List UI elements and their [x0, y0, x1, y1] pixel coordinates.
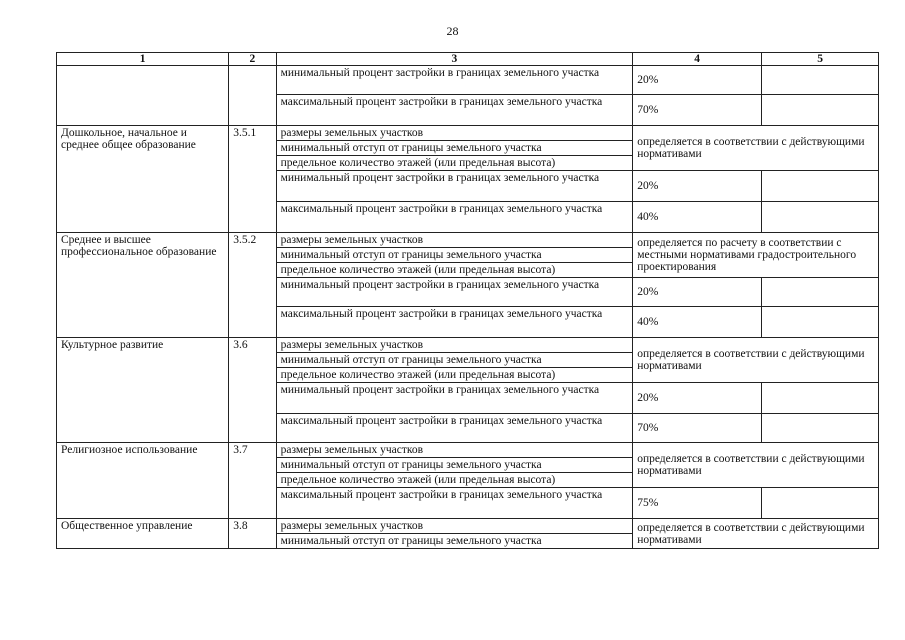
- parameter-name: максимальный процент застройки в границах земельного участка: [276, 414, 633, 443]
- land-use-code: 3.5.2: [229, 233, 276, 338]
- parameter-value: 75%: [633, 488, 762, 519]
- parameter-name: максимальный процент застройки в границах земельного участка: [276, 488, 633, 519]
- parameter-name: минимальный отступ от границы земельного участка: [276, 353, 633, 368]
- land-use-code: 3.5.1: [229, 126, 276, 233]
- parameter-name: размеры земельных участков: [276, 126, 633, 141]
- parameter-name: размеры земельных участков: [276, 443, 633, 458]
- column-header: 1: [57, 53, 229, 66]
- parameter-value: 20%: [633, 66, 762, 95]
- parameter-name: предельное количество этажей (или предельная высота): [276, 473, 633, 488]
- parameter-name: предельное количество этажей (или предельная высота): [276, 263, 633, 278]
- parameter-value: 20%: [633, 171, 762, 202]
- parameter-name: размеры земельных участков: [276, 519, 633, 534]
- parameter-value: 70%: [633, 95, 762, 126]
- table-row: [57, 443, 879, 458]
- parameter-value: определяется по расчету в соответствии с местными нормативами градостроительного проектирования: [633, 233, 879, 278]
- empty-cell: [762, 66, 879, 95]
- parameter-name: предельное количество этажей (или предельная высота): [276, 156, 633, 171]
- parameter-name: размеры земельных участков: [276, 233, 633, 248]
- land-use-name: Среднее и высшее профессиональное образование: [57, 233, 229, 338]
- regulations-table: [56, 52, 879, 549]
- parameter-value: 20%: [633, 278, 762, 307]
- parameter-name: размеры земельных участков: [276, 338, 633, 353]
- table-row: [57, 126, 879, 141]
- parameter-name: минимальный отступ от границы земельного участка: [276, 534, 633, 549]
- parameter-name: минимальный отступ от границы земельного участка: [276, 248, 633, 263]
- parameter-name: минимальный процент застройки в границах земельного участка: [276, 383, 633, 414]
- empty-cell: [762, 488, 879, 519]
- empty-cell: [762, 95, 879, 126]
- parameter-name: минимальный отступ от границы земельного участка: [276, 458, 633, 473]
- page-number: 28: [446, 24, 459, 38]
- parameter-value: 40%: [633, 202, 762, 233]
- land-use-name: [57, 66, 229, 126]
- land-use-name: Дошкольное, начальное и среднее общее образование: [57, 126, 229, 233]
- land-use-code: [229, 66, 276, 126]
- empty-cell: [762, 202, 879, 233]
- land-use-name: Религиозное использование: [57, 443, 229, 519]
- parameter-name: минимальный процент застройки в границах земельного участка: [276, 66, 633, 95]
- parameter-name: предельное количество этажей (или предельная высота): [276, 368, 633, 383]
- parameter-value: определяется в соответствии с действующими нормативами: [633, 519, 879, 549]
- empty-cell: [762, 307, 879, 338]
- parameter-value: определяется в соответствии с действующими нормативами: [633, 443, 879, 488]
- empty-cell: [762, 171, 879, 202]
- parameter-value: 20%: [633, 383, 762, 414]
- parameter-value: 70%: [633, 414, 762, 443]
- parameter-name: максимальный процент застройки в границах земельного участка: [276, 307, 633, 338]
- land-use-code: 3.7: [229, 443, 276, 519]
- land-use-name: Культурное развитие: [57, 338, 229, 443]
- parameter-name: максимальный процент застройки в границах земельного участка: [276, 202, 633, 233]
- parameter-name: минимальный процент застройки в границах земельного участка: [276, 171, 633, 202]
- land-use-name: Общественное управление: [57, 519, 229, 549]
- empty-cell: [762, 414, 879, 443]
- parameter-value: определяется в соответствии с действующими нормативами: [633, 338, 879, 383]
- parameter-value: определяется в соответствии с действующими нормативами: [633, 126, 879, 171]
- table-row: [57, 338, 879, 353]
- column-header: 4: [633, 53, 762, 66]
- column-header: 5: [762, 53, 879, 66]
- parameter-name: минимальный отступ от границы земельного участка: [276, 141, 633, 156]
- column-header: 3: [276, 53, 633, 66]
- header-row: [57, 53, 879, 66]
- column-header: 2: [229, 53, 276, 66]
- land-use-code: 3.6: [229, 338, 276, 443]
- table-row: [57, 66, 879, 95]
- empty-cell: [762, 278, 879, 307]
- parameter-value: 40%: [633, 307, 762, 338]
- table-row: [57, 519, 879, 534]
- table-row: [57, 233, 879, 248]
- parameter-name: минимальный процент застройки в границах земельного участка: [276, 278, 633, 307]
- parameter-name: максимальный процент застройки в границах земельного участка: [276, 95, 633, 126]
- empty-cell: [762, 383, 879, 414]
- land-use-code: 3.8: [229, 519, 276, 549]
